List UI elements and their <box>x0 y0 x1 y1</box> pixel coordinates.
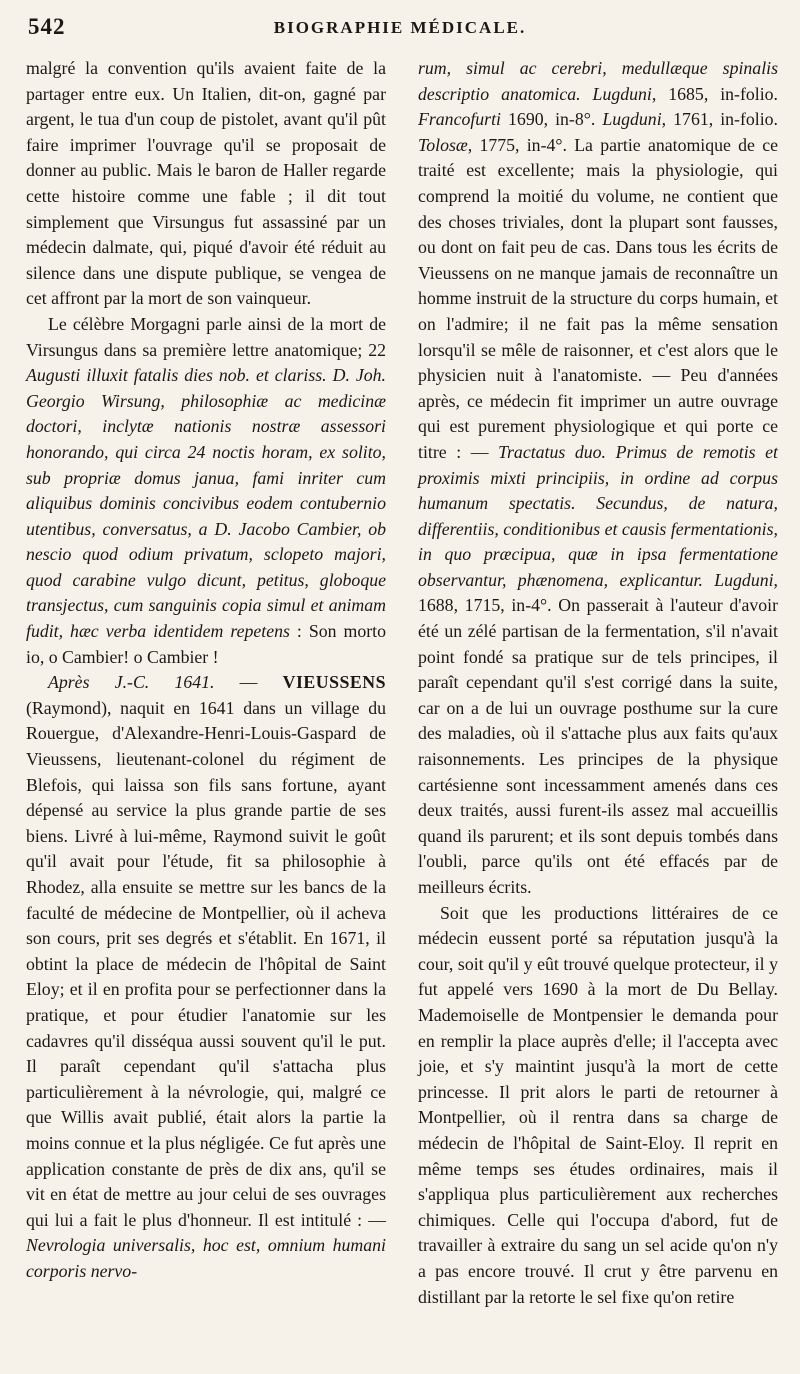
fermentation-text: , 1688, 1715, in-4°. On passerait à l'auteur d'avoir été un zélé partisan de la fermentation, s'il n'avait point fondé sa pratique sur de tels principes, il paraît cependant qu'il s'est corrigé dans la suite, car on a de lui un ouvrage posthume sur la cure des maladies, où il s'attache plus aux faits qu'aux raisonnements. Les principes de la physique cartésienne sont incessamment amenés dans ces deux traités, aussi furent-ils assez mal accueillis quand ils parurent; et ils sont depuis tombés dans l'oubli, parce qu'ils ont été effacés par de meilleurs écrits. <box>418 569 778 897</box>
work-title-nevrologia: Nevrologia universalis, hoc est, omnium humani corporis nervo- <box>26 1235 386 1281</box>
critique-text: , 1775, in-4°. La partie anatomique de ce traité est excellente; mais la physiologie, qui comprend la moitié du volume, ne contient que des choses triviales, dont la plupart sont fausses, ou dont on fait peu de cas. Dans tous les écrits de Vieussens on ne manque jamais de reconnaître un homme instruit de la structure du corps humain, et on l'admire; il ne fait pas la même sensation lorsqu'il se mêle de raisonner, et c'est alors que le physicien nuit à l'anatomiste. — Peu d'années après, ce médecin fit imprimer un autre ouvrage qui est purement physiologique et qui porte ce titre : — <box>418 134 778 462</box>
running-title: BIOGRAPHIE MÉDICALE. <box>273 18 527 37</box>
right-column <box>418 56 778 1310</box>
morgagni-intro: Le célèbre Morgagni parle ainsi de la mort de Virsungus dans sa première lettre anatomique; 22 <box>26 313 386 360</box>
entry-date: Après J.-C. 1641. <box>48 672 215 693</box>
entry-dash: — <box>214 672 283 693</box>
page-number: 542 <box>28 14 66 39</box>
paragraph-virsungus-death: malgré la convention qu'ils avaient faite de la partager entre eux. Un Italien, dit-on, gagné par argent, le tua d'un coup de pistolet, avant qu'il pût faire imprimer l'ouvrage qu'il se proposait de donner au public. Mais le baron de Haller regarde cette histoire comme une fable ; il dit tout simplement que Virsungus fut assassiné par un médecin dalmate, qui, piqué d'avoir été réduit au silence dans une dispute publique, se vengea de cet affront par la mort de son vainqueur. <box>26 58 386 309</box>
edition-1685: , 1685, in-folio. <box>651 83 778 104</box>
left-column <box>26 56 386 1285</box>
edition-1761: , 1761, in-folio. <box>661 109 778 130</box>
place-tolosae: Tolosæ <box>418 134 468 155</box>
edition-1690: 1690, in-8°. <box>500 109 603 130</box>
place-lugduni: Lugduni <box>602 109 662 130</box>
paragraph-works <box>418 56 778 901</box>
page-header <box>28 14 772 46</box>
latin-quotation: Augusti illuxit fatalis dies nob. et clariss. D. Joh. Georgio Wirsung, philosophiæ ac medicinæ doctori, inclytæ nationis nostræ assessori honorando, qui circa 24 noctis horam, ex solito, sub propriæ domus janua, fami inriter cum aliquibus dominis concivibus eodem contubernio utentibus, conversatus, a D. Jacobo Cambier, ob nescio quod odium privatum, sclopeto majori, quod carabine vulgo dicunt, petitus, globoque transjectus, cum sanguinis copia simul et animam fudit, hæc verba identidem repetens <box>26 365 386 642</box>
entry-vieussens <box>26 670 386 1284</box>
work-title-continued: rum, simul ac cerebri, medullæque spinalis descriptio anatomica. Lugduni <box>418 58 778 104</box>
morgagni-ending: : Son morto io, o Cambier! o Cambier ! <box>26 621 387 667</box>
place-francofurti: Francofurti <box>418 109 501 130</box>
entry-name: VIEUSSENS <box>282 672 386 693</box>
work-title-tractatus: Tractatus duo. Primus de remotis et proximis mixti principiis, in ordine ad corpus humanum spectatis. Secundus, de natura, differentiis, conditionibus et causis fermentationis, in quo præcipua, quæ in ipsa fermentatione observantur, phænomena, explicantur. Lugduni <box>418 441 778 590</box>
paragraph-morgagni-letter <box>26 312 386 670</box>
paragraph-court: Soit que les productions littéraires de ce médecin eussent porté sa réputation jusqu'à la cour, soit qu'il y eût trouvé quelque protecteur, il y fut appelé vers 1690 à la mort de Du Bellay. Mademoiselle de Montpensier le demanda pour en remplir la place auprès d'elle; il l'accepta avec joie, et s'y maintint jusqu'à la mort de cette princesse. Il prit alors le parti de retourner à Montpellier, où il rentra dans sa charge de médecin de l'hôpital de Saint-Eloy. Il reprit en même temps ses études ordinaires, mais il s'appliqua plus particulièrement aux recherches chimiques. Celle qui l'occupa d'abord, fut de travailler à extraire du sang un sel acide qu'on n'y a pas encore trouvé. Il crut y être parvenu en distillant par la retorte le sel fixe qu'on retire <box>418 902 778 1307</box>
entry-biography: (Raymond), naquit en 1641 dans un village du Rouergue, d'Alexandre-Henri-Louis-Gaspard de Vieussens, lieutenant-colonel du régiment de Blefois, qui laissa son fils sans fortune, ayant dépensé au service la plus grande partie de ses biens. Livré à lui-même, Raymond suivit le goût qu'il avait pour l'étude, fit sa philosophie à Rhodez, alla ensuite se mettre sur les bancs de la faculté de médecine de Montpellier, où il acheva son cours, prit ses degrés et s'établit. En 1671, il obtint la place de médecin de l'hôpital de Saint Eloy; et il en profita pour se perfectionner dans la pratique, et pour étudier l'anatomie sur les cadavres qu'il disséqua aussi souvent qu'il le put. Il paraît cependant qu'il s'attacha plus particulièrement à la névrologie, qui, malgré ce que Willis avait publié, était alors la partie la moins connue et la plus négligée. Ce fut après une application constante de près de dix ans, qu'il se vit en état de mettre au jour celui de ses ouvrages qui lui a fait le plus d'honneur. Il est intitulé : — <box>26 697 386 1230</box>
